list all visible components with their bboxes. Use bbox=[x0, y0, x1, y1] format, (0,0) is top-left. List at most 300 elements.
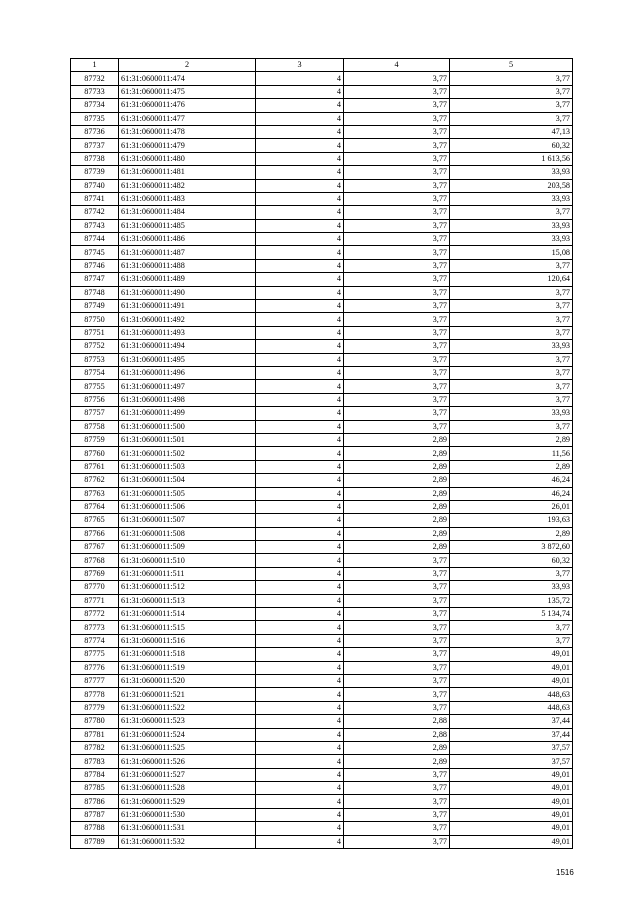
cadastral-number: 61:31:0600011:510 bbox=[119, 554, 256, 567]
amount-value: 3,77 bbox=[450, 259, 573, 272]
table-row bbox=[71, 782, 573, 795]
table-row bbox=[71, 112, 573, 125]
table-row bbox=[71, 701, 573, 714]
table-row bbox=[71, 179, 573, 192]
row-number: 87742 bbox=[71, 206, 119, 219]
table-row bbox=[71, 366, 573, 379]
table-row bbox=[71, 99, 573, 112]
cadastral-number: 61:31:0600011:527 bbox=[119, 768, 256, 781]
table-row bbox=[71, 741, 573, 754]
table-row bbox=[71, 85, 573, 98]
amount-value: 448,63 bbox=[450, 688, 573, 701]
table-row bbox=[71, 621, 573, 634]
category-code: 4 bbox=[256, 259, 344, 272]
row-number: 87761 bbox=[71, 460, 119, 473]
table-row bbox=[71, 460, 573, 473]
cadastral-number: 61:31:0600011:475 bbox=[119, 85, 256, 98]
rate-value: 3,77 bbox=[344, 99, 450, 112]
amount-value: 2,89 bbox=[450, 460, 573, 473]
column-header-4: 4 bbox=[344, 59, 450, 72]
row-number: 87749 bbox=[71, 300, 119, 313]
cadastral-number: 61:31:0600011:512 bbox=[119, 581, 256, 594]
category-code: 4 bbox=[256, 835, 344, 848]
category-code: 4 bbox=[256, 447, 344, 460]
amount-value: 49,01 bbox=[450, 795, 573, 808]
table-row bbox=[71, 715, 573, 728]
amount-value: 3,77 bbox=[450, 420, 573, 433]
cadastral-number: 61:31:0600011:521 bbox=[119, 688, 256, 701]
cadastral-number: 61:31:0600011:522 bbox=[119, 701, 256, 714]
amount-value: 3,77 bbox=[450, 112, 573, 125]
table-row bbox=[71, 648, 573, 661]
category-code: 4 bbox=[256, 433, 344, 446]
row-number: 87755 bbox=[71, 380, 119, 393]
rate-value: 3,77 bbox=[344, 661, 450, 674]
amount-value: 46,24 bbox=[450, 474, 573, 487]
category-code: 4 bbox=[256, 192, 344, 205]
cadastral-number: 61:31:0600011:502 bbox=[119, 447, 256, 460]
cadastral-number: 61:31:0600011:524 bbox=[119, 728, 256, 741]
row-number: 87732 bbox=[71, 72, 119, 85]
rate-value: 3,77 bbox=[344, 594, 450, 607]
row-number: 87739 bbox=[71, 166, 119, 179]
amount-value: 3,77 bbox=[450, 634, 573, 647]
amount-value: 37,44 bbox=[450, 728, 573, 741]
category-code: 4 bbox=[256, 661, 344, 674]
row-number: 87766 bbox=[71, 527, 119, 540]
table-row bbox=[71, 393, 573, 406]
amount-value: 11,56 bbox=[450, 447, 573, 460]
category-code: 4 bbox=[256, 206, 344, 219]
table-row bbox=[71, 246, 573, 259]
rate-value: 3,77 bbox=[344, 648, 450, 661]
category-code: 4 bbox=[256, 634, 344, 647]
cadastral-number: 61:31:0600011:506 bbox=[119, 500, 256, 513]
category-code: 4 bbox=[256, 715, 344, 728]
table-row bbox=[71, 514, 573, 527]
row-number: 87747 bbox=[71, 273, 119, 286]
row-number: 87740 bbox=[71, 179, 119, 192]
rate-value: 3,77 bbox=[344, 768, 450, 781]
category-code: 4 bbox=[256, 728, 344, 741]
rate-value: 3,77 bbox=[344, 795, 450, 808]
category-code: 4 bbox=[256, 300, 344, 313]
category-code: 4 bbox=[256, 567, 344, 580]
rate-value: 3,77 bbox=[344, 554, 450, 567]
row-number: 87783 bbox=[71, 755, 119, 768]
row-number: 87774 bbox=[71, 634, 119, 647]
rate-value: 3,77 bbox=[344, 72, 450, 85]
amount-value: 47,13 bbox=[450, 125, 573, 138]
cadastral-number: 61:31:0600011:484 bbox=[119, 206, 256, 219]
table-row bbox=[71, 125, 573, 138]
table-row bbox=[71, 688, 573, 701]
cadastral-number: 61:31:0600011:477 bbox=[119, 112, 256, 125]
category-code: 4 bbox=[256, 125, 344, 138]
category-code: 4 bbox=[256, 608, 344, 621]
table-row bbox=[71, 380, 573, 393]
cadastral-number: 61:31:0600011:498 bbox=[119, 393, 256, 406]
row-number: 87786 bbox=[71, 795, 119, 808]
amount-value: 3,77 bbox=[450, 326, 573, 339]
amount-value: 60,32 bbox=[450, 139, 573, 152]
row-number: 87785 bbox=[71, 782, 119, 795]
cadastral-number: 61:31:0600011:513 bbox=[119, 594, 256, 607]
column-header-5: 5 bbox=[450, 59, 573, 72]
table-row bbox=[71, 433, 573, 446]
cadastral-number: 61:31:0600011:496 bbox=[119, 366, 256, 379]
cadastral-number: 61:31:0600011:476 bbox=[119, 99, 256, 112]
cadastral-number: 61:31:0600011:508 bbox=[119, 527, 256, 540]
cadastral-number: 61:31:0600011:518 bbox=[119, 648, 256, 661]
table-row bbox=[71, 808, 573, 821]
rate-value: 2,89 bbox=[344, 487, 450, 500]
table-row bbox=[71, 192, 573, 205]
cadastral-number: 61:31:0600011:532 bbox=[119, 835, 256, 848]
amount-value: 3,77 bbox=[450, 366, 573, 379]
row-number: 87776 bbox=[71, 661, 119, 674]
table-row bbox=[71, 273, 573, 286]
rate-value: 3,77 bbox=[344, 273, 450, 286]
amount-value: 49,01 bbox=[450, 674, 573, 687]
cadastral-number: 61:31:0600011:515 bbox=[119, 621, 256, 634]
table-row bbox=[71, 795, 573, 808]
amount-value: 49,01 bbox=[450, 782, 573, 795]
category-code: 4 bbox=[256, 286, 344, 299]
cadastral-number: 61:31:0600011:503 bbox=[119, 460, 256, 473]
category-code: 4 bbox=[256, 353, 344, 366]
rate-value: 2,89 bbox=[344, 541, 450, 554]
cadastral-number: 61:31:0600011:507 bbox=[119, 514, 256, 527]
amount-value: 49,01 bbox=[450, 648, 573, 661]
category-code: 4 bbox=[256, 541, 344, 554]
amount-value: 49,01 bbox=[450, 822, 573, 835]
amount-value: 3,77 bbox=[450, 380, 573, 393]
rate-value: 2,89 bbox=[344, 514, 450, 527]
cadastral-number: 61:31:0600011:519 bbox=[119, 661, 256, 674]
cadastral-number: 61:31:0600011:481 bbox=[119, 166, 256, 179]
column-header-3: 3 bbox=[256, 59, 344, 72]
row-number: 87777 bbox=[71, 674, 119, 687]
category-code: 4 bbox=[256, 795, 344, 808]
cadastral-number: 61:31:0600011:500 bbox=[119, 420, 256, 433]
category-code: 4 bbox=[256, 219, 344, 232]
rate-value: 3,77 bbox=[344, 125, 450, 138]
table-row bbox=[71, 139, 573, 152]
cadastral-number: 61:31:0600011:516 bbox=[119, 634, 256, 647]
rate-value: 2,89 bbox=[344, 500, 450, 513]
category-code: 4 bbox=[256, 594, 344, 607]
cadastral-number: 61:31:0600011:495 bbox=[119, 353, 256, 366]
amount-value: 37,57 bbox=[450, 755, 573, 768]
rate-value: 3,77 bbox=[344, 233, 450, 246]
row-number: 87738 bbox=[71, 152, 119, 165]
amount-value: 2,89 bbox=[450, 527, 573, 540]
table-row bbox=[71, 661, 573, 674]
rate-value: 3,77 bbox=[344, 353, 450, 366]
row-number: 87768 bbox=[71, 554, 119, 567]
amount-value: 3,77 bbox=[450, 313, 573, 326]
row-number: 87773 bbox=[71, 621, 119, 634]
amount-value: 2,89 bbox=[450, 433, 573, 446]
row-number: 87734 bbox=[71, 99, 119, 112]
cadastral-number: 61:31:0600011:523 bbox=[119, 715, 256, 728]
category-code: 4 bbox=[256, 621, 344, 634]
cadastral-number: 61:31:0600011:497 bbox=[119, 380, 256, 393]
category-code: 4 bbox=[256, 648, 344, 661]
amount-value: 3,77 bbox=[450, 72, 573, 85]
rate-value: 3,77 bbox=[344, 139, 450, 152]
table-row bbox=[71, 72, 573, 85]
table-row bbox=[71, 340, 573, 353]
table-row bbox=[71, 500, 573, 513]
row-number: 87782 bbox=[71, 741, 119, 754]
row-number: 87779 bbox=[71, 701, 119, 714]
category-code: 4 bbox=[256, 500, 344, 513]
category-code: 4 bbox=[256, 246, 344, 259]
category-code: 4 bbox=[256, 460, 344, 473]
category-code: 4 bbox=[256, 366, 344, 379]
table-row bbox=[71, 300, 573, 313]
category-code: 4 bbox=[256, 701, 344, 714]
amount-value: 33,93 bbox=[450, 192, 573, 205]
amount-value: 49,01 bbox=[450, 768, 573, 781]
cadastral-number: 61:31:0600011:482 bbox=[119, 179, 256, 192]
cadastral-number: 61:31:0600011:493 bbox=[119, 326, 256, 339]
row-number: 87741 bbox=[71, 192, 119, 205]
amount-value: 5 134,74 bbox=[450, 608, 573, 621]
table-row bbox=[71, 554, 573, 567]
row-number: 87762 bbox=[71, 474, 119, 487]
amount-value: 120,64 bbox=[450, 273, 573, 286]
table-row bbox=[71, 755, 573, 768]
row-number: 87759 bbox=[71, 433, 119, 446]
rate-value: 3,77 bbox=[344, 179, 450, 192]
rate-value: 3,77 bbox=[344, 701, 450, 714]
cadastral-number: 61:31:0600011:509 bbox=[119, 541, 256, 554]
rate-value: 3,77 bbox=[344, 219, 450, 232]
amount-value: 33,93 bbox=[450, 407, 573, 420]
row-number: 87778 bbox=[71, 688, 119, 701]
cadastral-number: 61:31:0600011:479 bbox=[119, 139, 256, 152]
rate-value: 3,77 bbox=[344, 608, 450, 621]
cadastral-number: 61:31:0600011:487 bbox=[119, 246, 256, 259]
row-number: 87753 bbox=[71, 353, 119, 366]
category-code: 4 bbox=[256, 514, 344, 527]
amount-value: 26,01 bbox=[450, 500, 573, 513]
category-code: 4 bbox=[256, 474, 344, 487]
table-row bbox=[71, 541, 573, 554]
table-row bbox=[71, 407, 573, 420]
row-number: 87784 bbox=[71, 768, 119, 781]
category-code: 4 bbox=[256, 755, 344, 768]
rate-value: 3,77 bbox=[344, 634, 450, 647]
category-code: 4 bbox=[256, 233, 344, 246]
table-row bbox=[71, 728, 573, 741]
category-code: 4 bbox=[256, 768, 344, 781]
row-number: 87787 bbox=[71, 808, 119, 821]
amount-value: 3,77 bbox=[450, 567, 573, 580]
rate-value: 3,77 bbox=[344, 152, 450, 165]
amount-value: 3 872,60 bbox=[450, 541, 573, 554]
category-code: 4 bbox=[256, 674, 344, 687]
row-number: 87788 bbox=[71, 822, 119, 835]
cadastral-number: 61:31:0600011:528 bbox=[119, 782, 256, 795]
category-code: 4 bbox=[256, 72, 344, 85]
rate-value: 3,77 bbox=[344, 688, 450, 701]
cadastral-number: 61:31:0600011:491 bbox=[119, 300, 256, 313]
row-number: 87752 bbox=[71, 340, 119, 353]
row-number: 87765 bbox=[71, 514, 119, 527]
category-code: 4 bbox=[256, 420, 344, 433]
table-row bbox=[71, 313, 573, 326]
category-code: 4 bbox=[256, 688, 344, 701]
amount-value: 3,77 bbox=[450, 286, 573, 299]
category-code: 4 bbox=[256, 179, 344, 192]
cadastral-number: 61:31:0600011:504 bbox=[119, 474, 256, 487]
row-number: 87767 bbox=[71, 541, 119, 554]
amount-value: 3,77 bbox=[450, 85, 573, 98]
rate-value: 2,89 bbox=[344, 447, 450, 460]
rate-value: 3,77 bbox=[344, 313, 450, 326]
rate-value: 2,88 bbox=[344, 728, 450, 741]
rate-value: 2,89 bbox=[344, 741, 450, 754]
table-row bbox=[71, 206, 573, 219]
table-row bbox=[71, 152, 573, 165]
category-code: 4 bbox=[256, 822, 344, 835]
row-number: 87736 bbox=[71, 125, 119, 138]
amount-value: 37,44 bbox=[450, 715, 573, 728]
amount-value: 15,08 bbox=[450, 246, 573, 259]
table-row bbox=[71, 474, 573, 487]
rate-value: 3,77 bbox=[344, 206, 450, 219]
rate-value: 2,88 bbox=[344, 715, 450, 728]
category-code: 4 bbox=[256, 313, 344, 326]
category-code: 4 bbox=[256, 741, 344, 754]
rate-value: 2,89 bbox=[344, 527, 450, 540]
row-number: 87771 bbox=[71, 594, 119, 607]
table-row bbox=[71, 822, 573, 835]
rate-value: 3,77 bbox=[344, 835, 450, 848]
row-number: 87748 bbox=[71, 286, 119, 299]
row-number: 87763 bbox=[71, 487, 119, 500]
rate-value: 3,77 bbox=[344, 300, 450, 313]
cadastral-number: 61:31:0600011:480 bbox=[119, 152, 256, 165]
amount-value: 49,01 bbox=[450, 661, 573, 674]
cadastral-number: 61:31:0600011:485 bbox=[119, 219, 256, 232]
amount-value: 37,57 bbox=[450, 741, 573, 754]
table-row bbox=[71, 286, 573, 299]
rate-value: 3,77 bbox=[344, 112, 450, 125]
row-number: 87775 bbox=[71, 648, 119, 661]
cadastral-number: 61:31:0600011:478 bbox=[119, 125, 256, 138]
column-header-2: 2 bbox=[119, 59, 256, 72]
cadastral-number: 61:31:0600011:501 bbox=[119, 433, 256, 446]
column-header-1: 1 bbox=[71, 59, 119, 72]
category-code: 4 bbox=[256, 527, 344, 540]
rate-value: 3,77 bbox=[344, 808, 450, 821]
cadastral-number: 61:31:0600011:511 bbox=[119, 567, 256, 580]
category-code: 4 bbox=[256, 581, 344, 594]
category-code: 4 bbox=[256, 808, 344, 821]
row-number: 87758 bbox=[71, 420, 119, 433]
category-code: 4 bbox=[256, 273, 344, 286]
amount-value: 3,77 bbox=[450, 206, 573, 219]
cadastral-number: 61:31:0600011:486 bbox=[119, 233, 256, 246]
amount-value: 3,77 bbox=[450, 621, 573, 634]
rate-value: 3,77 bbox=[344, 420, 450, 433]
cadastral-number: 61:31:0600011:525 bbox=[119, 741, 256, 754]
table-row bbox=[71, 326, 573, 339]
amount-value: 33,93 bbox=[450, 340, 573, 353]
rate-value: 3,77 bbox=[344, 380, 450, 393]
rate-value: 3,77 bbox=[344, 822, 450, 835]
category-code: 4 bbox=[256, 326, 344, 339]
cadastral-number: 61:31:0600011:514 bbox=[119, 608, 256, 621]
category-code: 4 bbox=[256, 139, 344, 152]
cadastral-number: 61:31:0600011:526 bbox=[119, 755, 256, 768]
row-number: 87754 bbox=[71, 366, 119, 379]
category-code: 4 bbox=[256, 340, 344, 353]
amount-value: 46,24 bbox=[450, 487, 573, 500]
table-row bbox=[71, 768, 573, 781]
table-row bbox=[71, 420, 573, 433]
cadastral-number: 61:31:0600011:474 bbox=[119, 72, 256, 85]
rate-value: 3,77 bbox=[344, 326, 450, 339]
table-row bbox=[71, 527, 573, 540]
table-row bbox=[71, 835, 573, 848]
amount-value: 33,93 bbox=[450, 233, 573, 246]
rate-value: 3,77 bbox=[344, 581, 450, 594]
row-number: 87780 bbox=[71, 715, 119, 728]
row-number: 87751 bbox=[71, 326, 119, 339]
rate-value: 3,77 bbox=[344, 366, 450, 379]
cadastral-number: 61:31:0600011:483 bbox=[119, 192, 256, 205]
row-number: 87781 bbox=[71, 728, 119, 741]
amount-value: 49,01 bbox=[450, 835, 573, 848]
rate-value: 3,77 bbox=[344, 259, 450, 272]
category-code: 4 bbox=[256, 85, 344, 98]
row-number: 87772 bbox=[71, 608, 119, 621]
rate-value: 3,77 bbox=[344, 407, 450, 420]
category-code: 4 bbox=[256, 782, 344, 795]
table-row bbox=[71, 259, 573, 272]
amount-value: 33,93 bbox=[450, 581, 573, 594]
cadastral-number: 61:31:0600011:520 bbox=[119, 674, 256, 687]
rate-value: 2,89 bbox=[344, 460, 450, 473]
table-row bbox=[71, 233, 573, 246]
row-number: 87770 bbox=[71, 581, 119, 594]
cadastral-number: 61:31:0600011:489 bbox=[119, 273, 256, 286]
amount-value: 33,93 bbox=[450, 219, 573, 232]
rate-value: 3,77 bbox=[344, 567, 450, 580]
rate-value: 2,89 bbox=[344, 755, 450, 768]
category-code: 4 bbox=[256, 112, 344, 125]
category-code: 4 bbox=[256, 393, 344, 406]
category-code: 4 bbox=[256, 487, 344, 500]
table-row bbox=[71, 447, 573, 460]
row-number: 87737 bbox=[71, 139, 119, 152]
amount-value: 3,77 bbox=[450, 99, 573, 112]
rate-value: 3,77 bbox=[344, 674, 450, 687]
category-code: 4 bbox=[256, 407, 344, 420]
rate-value: 3,77 bbox=[344, 393, 450, 406]
row-number: 87760 bbox=[71, 447, 119, 460]
rate-value: 2,89 bbox=[344, 433, 450, 446]
rate-value: 2,89 bbox=[344, 474, 450, 487]
amount-value: 3,77 bbox=[450, 300, 573, 313]
amount-value: 448,63 bbox=[450, 701, 573, 714]
